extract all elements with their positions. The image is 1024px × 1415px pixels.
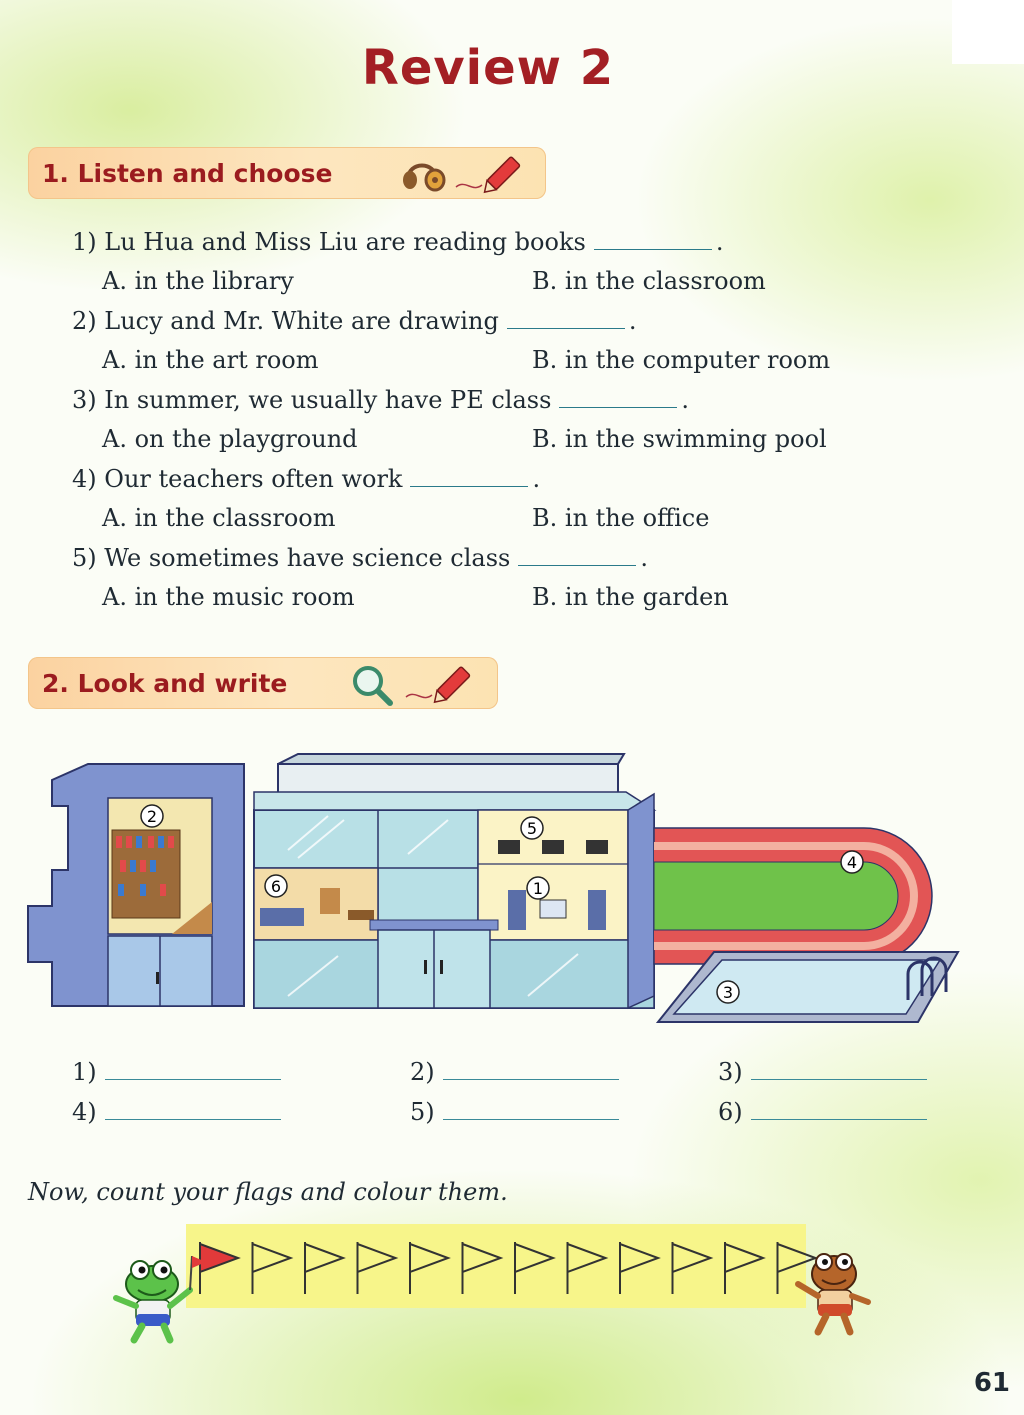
room-marker-5: 5	[526, 819, 538, 838]
answer-blank[interactable]	[594, 227, 712, 250]
room-marker-4: 4	[846, 853, 858, 872]
question-item	[72, 459, 972, 538]
answer-line[interactable]	[751, 1059, 927, 1080]
pencil-icon	[452, 147, 532, 197]
flag-outline[interactable]	[620, 1242, 658, 1294]
section-1-heading	[28, 147, 546, 199]
flag-outline[interactable]	[358, 1242, 396, 1294]
main-building	[254, 754, 654, 1008]
room-marker-1: 1	[532, 879, 544, 898]
answer-line[interactable]	[105, 1099, 281, 1120]
question-number: 2)	[72, 307, 97, 335]
section-2-heading-label: 2. Look and write	[42, 668, 288, 698]
answer-slot[interactable]	[718, 1058, 927, 1086]
flag-row	[186, 1224, 806, 1308]
running-track	[654, 828, 932, 964]
option-b[interactable]: B. in the office	[532, 504, 710, 532]
answer-label: 5)	[410, 1098, 435, 1126]
section-1-heading-label: 1. Listen and choose	[42, 158, 333, 188]
room-marker-2: 2	[146, 807, 158, 826]
answer-label: 4)	[72, 1098, 97, 1126]
answer-label: 2)	[410, 1058, 435, 1086]
question-stem: Lucy and Mr. White are drawing	[104, 307, 499, 335]
question-stem: Our teachers often work	[104, 465, 403, 493]
answer-line[interactable]	[443, 1059, 619, 1080]
option-a[interactable]: A. in the music room	[102, 583, 355, 611]
question-number: 5)	[72, 544, 97, 572]
question-number: 4)	[72, 465, 97, 493]
answer-label: 3)	[718, 1058, 743, 1086]
answer-line[interactable]	[105, 1059, 281, 1080]
answer-blank[interactable]	[518, 543, 636, 566]
flag-instruction: Now, count your flags and colour them.	[28, 1178, 508, 1206]
question-end: .	[640, 544, 648, 572]
question-item	[72, 301, 972, 380]
question-item	[72, 222, 972, 301]
room-marker-6: 6	[270, 877, 282, 896]
flag-outline[interactable]	[200, 1242, 238, 1294]
flag-outline[interactable]	[305, 1242, 343, 1294]
magnifier-icon	[350, 663, 396, 707]
page-number: 61	[973, 1368, 1010, 1398]
question-list	[72, 222, 972, 617]
flag-outline[interactable]	[253, 1242, 291, 1294]
answer-line[interactable]	[443, 1099, 619, 1120]
flag-outline[interactable]	[515, 1242, 553, 1294]
left-building	[28, 764, 244, 1006]
answer-slot[interactable]	[72, 1058, 281, 1086]
question-number: 3)	[72, 386, 97, 414]
pencil-icon	[402, 657, 482, 707]
option-b[interactable]: B. in the swimming pool	[532, 425, 827, 453]
option-b[interactable]: B. in the classroom	[532, 267, 766, 295]
frog-character-icon	[108, 1250, 204, 1344]
question-end: .	[681, 386, 690, 414]
school-illustration	[28, 750, 968, 1030]
question-stem: Lu Hua and Miss Liu are reading books	[104, 228, 586, 256]
flag-outline[interactable]	[568, 1242, 606, 1294]
page-title: Review 2	[361, 40, 615, 96]
option-a[interactable]: A. in the art room	[102, 346, 319, 374]
answer-blank[interactable]	[507, 306, 625, 329]
flag-outline[interactable]	[725, 1242, 763, 1294]
question-item	[72, 380, 972, 459]
room-marker-3: 3	[722, 983, 734, 1002]
option-b[interactable]: B. in the computer room	[532, 346, 831, 374]
answer-slot[interactable]	[410, 1098, 619, 1126]
option-b[interactable]: B. in the garden	[532, 583, 729, 611]
question-stem: We sometimes have science class	[104, 544, 511, 572]
answer-slot[interactable]	[718, 1098, 927, 1126]
question-number: 1)	[72, 228, 97, 256]
question-stem: In summer, we usually have PE class	[104, 386, 552, 414]
question-end: .	[532, 465, 541, 493]
question-item	[72, 538, 972, 617]
answer-label: 1)	[72, 1058, 97, 1086]
option-a[interactable]: A. on the playground	[102, 425, 358, 453]
flag-outline[interactable]	[463, 1242, 501, 1294]
answer-blank[interactable]	[410, 464, 528, 487]
toad-character-icon	[792, 1248, 872, 1334]
answer-grid	[72, 1058, 952, 1138]
question-end: .	[628, 307, 637, 335]
answer-line[interactable]	[751, 1099, 927, 1120]
option-a[interactable]: A. in the library	[102, 267, 294, 295]
section-2-heading	[28, 657, 498, 709]
answer-slot[interactable]	[72, 1098, 281, 1126]
answer-blank[interactable]	[559, 385, 677, 408]
answer-slot[interactable]	[410, 1058, 619, 1086]
option-a[interactable]: A. in the classroom	[102, 504, 336, 532]
answer-label: 6)	[718, 1098, 743, 1126]
flag-outline[interactable]	[410, 1242, 448, 1294]
flag-outline[interactable]	[673, 1242, 711, 1294]
question-end: .	[715, 228, 724, 256]
headphones-icon	[400, 153, 450, 193]
